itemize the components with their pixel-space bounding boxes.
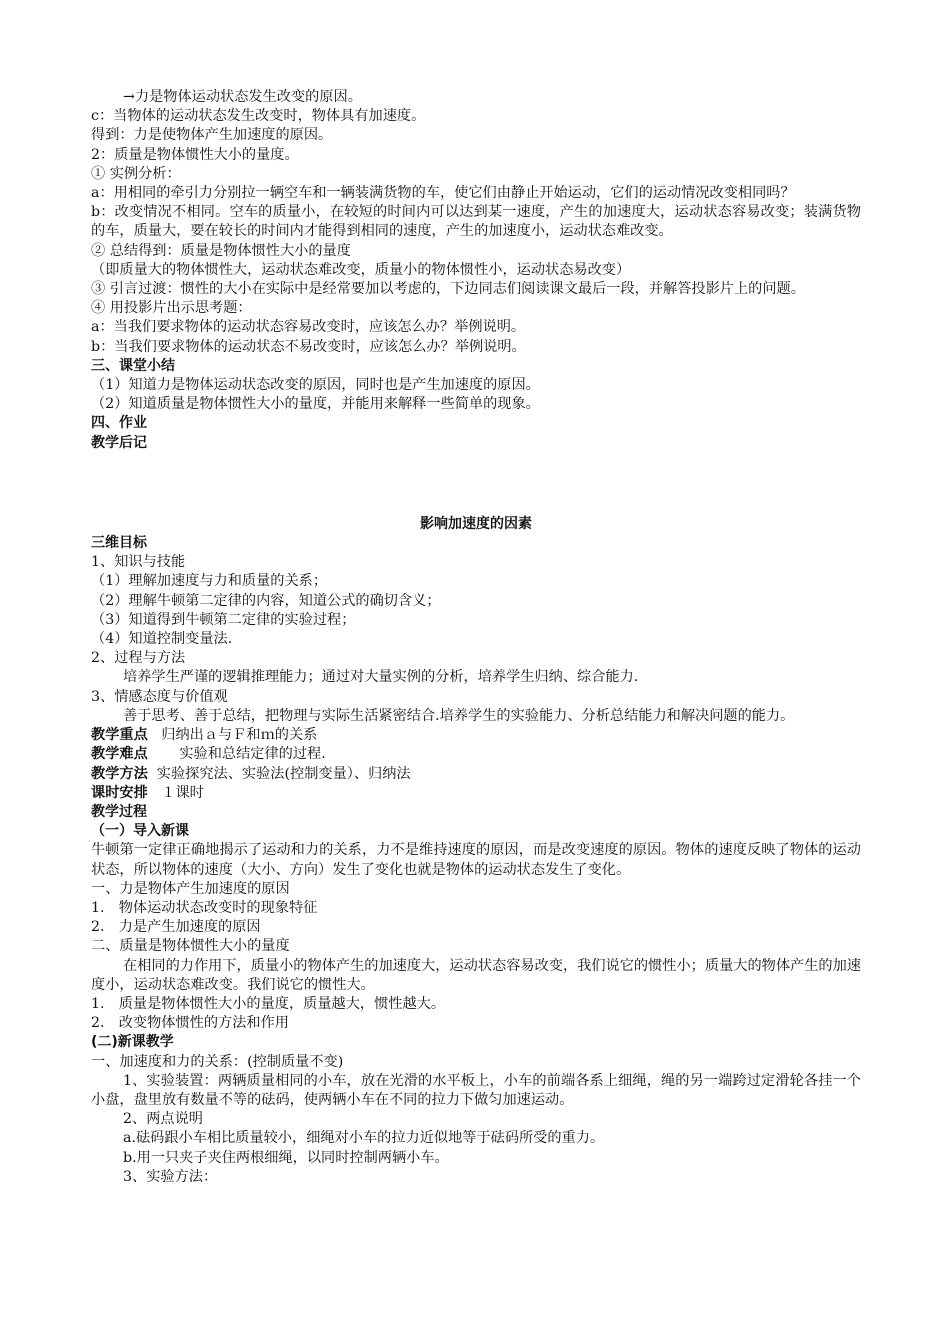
- spacer: [91, 453, 861, 511]
- subsection-heading: （一）导入新课: [91, 823, 189, 840]
- section-heading: 三维目标: [91, 535, 147, 552]
- text-line: 2、两点说明: [123, 1111, 203, 1128]
- subsection-heading: (二)新课教学: [91, 1034, 174, 1051]
- text-line: →力是物体运动状态发生改变的原因。: [123, 89, 362, 105]
- text-line: （2）知道质量是物体惯性大小的量度，并能用来解释一些简单的现象。: [91, 396, 540, 413]
- text-line: （1）理解加速度与力和质量的关系；: [91, 573, 328, 590]
- paragraph: 在相同的力作用下，质量小的物体产生的加速度大，运动状态容易改变，我们说它的惯性小；质量大的物体产生的加速度小，运动状态难改变。我们说它的惯性大。: [91, 957, 861, 993]
- paragraph: 善于思考、善于总结，把物理与实际生活紧密结合.培养学生的实验能力、分析总结能力和解决问题的能力。: [123, 707, 795, 724]
- schedule-row: [91, 784, 861, 803]
- text-line: 2：质量是物体惯性大小的量度。: [91, 146, 299, 163]
- document-page: [91, 88, 861, 1187]
- text-line: 1. 质量是物体惯性大小的量度，质量越大，惯性越大。: [91, 995, 446, 1012]
- method-row: [91, 765, 861, 784]
- paragraph: 牛顿第一定律正确地揭示了运动和力的关系，力不是维持速度的原因，而是改变速度的原因。物体的速度反映了物体的运动状态，所以物体的速度（大小、方向）发生了变化也就是物体的运动状态发生了变化。: [91, 842, 861, 878]
- section-heading: 四、作业: [91, 415, 147, 432]
- text-line: a：当我们要求物体的运动状态容易改变时，应该怎么办？举例说明。: [91, 319, 526, 336]
- text-line: （3）知道得到牛顿第二定律的实验过程；: [91, 611, 356, 628]
- paragraph: ③ 引言过渡：惯性的大小在实际中是经常要加以考虑的，下边同志们阅读课文最后一段，并解答投影片上的问题。: [91, 281, 805, 298]
- lesson-title: 影响加速度的因素: [420, 515, 532, 532]
- text-line: （4）知道控制变量法.: [91, 631, 233, 648]
- text-line: 2、过程与方法: [91, 650, 186, 667]
- text-line: 2. 改变物体惯性的方法和作用: [91, 1015, 289, 1032]
- text-line: b：当我们要求物体的运动状态不易改变时，应该怎么办？举例说明。: [91, 338, 526, 355]
- text-line: a.砝码跟小车相比质量较小，细绳对小车的拉力近似地等于砝码所受的重力。: [123, 1130, 605, 1147]
- text-line: ① 实例分析：: [91, 165, 181, 182]
- text-line: ② 总结得到：质量是物体惯性大小的量度: [91, 242, 351, 259]
- text-line: （2）理解牛顿第二定律的内容，知道公式的确切含义；: [91, 592, 441, 609]
- value: 实验和总结定律的过程.: [179, 746, 326, 763]
- label: 课时安排: [91, 784, 148, 801]
- text-line: 3、实验方法：: [123, 1168, 218, 1185]
- section-heading: 三、课堂小结: [91, 357, 175, 374]
- value: １课时: [161, 784, 204, 801]
- text-line: 得到：力是使物体产生加速度的原因。: [91, 127, 333, 144]
- text-line: 2. 力是产生加速度的原因: [91, 919, 261, 936]
- label: 教学方法: [91, 765, 148, 782]
- text-line: 一、力是物体产生加速度的原因: [91, 880, 290, 897]
- section-heading: 教学过程: [91, 803, 147, 820]
- text-line: （即质量大的物体惯性大，运动状态难改变，质量小的物体惯性小，运动状态易改变）: [91, 261, 631, 278]
- text-line: 一、加速度和力的关系：(控制质量不变): [91, 1053, 344, 1070]
- text-line: 二、质量是物体惯性大小的量度: [91, 938, 290, 955]
- text-line: 培养学生严谨的逻辑推理能力；通过对大量实例的分析，培养学生归纳、综合能力.: [123, 669, 639, 686]
- difficulty-row: [91, 745, 861, 764]
- text-line: c：当物体的运动状态发生改变时，物体具有加速度。: [91, 108, 426, 125]
- text-line: b.用一只夹子夹住两根细绳，以同时控制两辆小车。: [123, 1149, 449, 1166]
- paragraph: 1、实验装置：两辆质量相同的小车，放在光滑的水平板上，小车的前端各系上细绳，绳的另一端跨过定滑轮各挂一个小盘，盘里放有数量不等的砝码，使两辆小车在不同的拉力下做匀加速运动。: [91, 1072, 861, 1108]
- text-line: 1. 物体运动状态改变时的现象特征: [91, 899, 318, 916]
- paragraph: a：用相同的牵引力分别拉一辆空车和一辆装满货物的车，使它们由静止开始运动，它们的运动情况改变相同吗？: [91, 185, 795, 202]
- section-heading: 教学后记: [91, 434, 147, 451]
- text-line: 3、情感态度与价值观: [91, 688, 228, 705]
- text-line: （1）知道力是物体运动状态改变的原因，同时也是产生加速度的原因。: [91, 377, 540, 394]
- label: 教学难点: [91, 746, 148, 763]
- key-points-row: [91, 726, 861, 745]
- value: 实验探究法、实验法(控制变量）、归纳法: [156, 765, 411, 782]
- value: 归纳出ａ与Ｆ和ｍ的关系: [161, 727, 318, 744]
- label: 教学重点: [91, 727, 148, 744]
- text-line: ④ 用投影片出示思考题：: [91, 300, 252, 317]
- text-line: 1、知识与技能: [91, 554, 186, 571]
- paragraph: b：改变情况不相同。空车的质量小，在较短的时间内可以达到某一速度，产生的加速度大，运动状态容易改变；装满货物的车，质量大，要在较长的时间内才能得到相同的速度，产生的加速度小，运动状态难改变。: [91, 204, 861, 240]
